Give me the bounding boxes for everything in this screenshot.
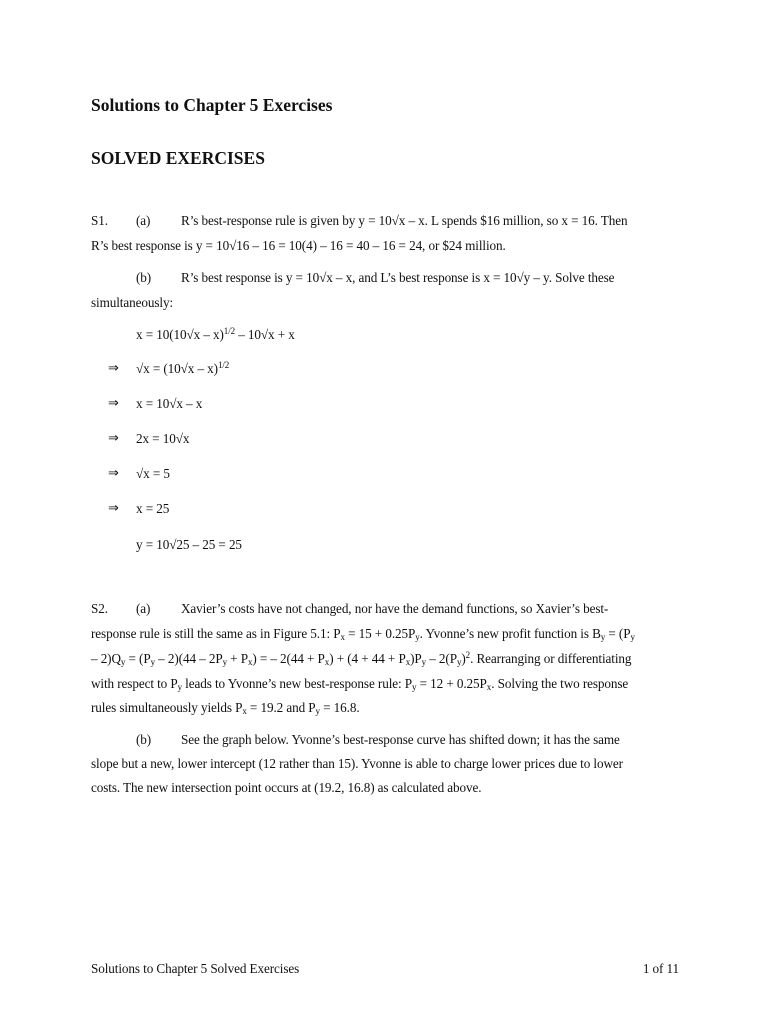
section-heading: SOLVED EXERCISES	[91, 148, 265, 168]
paragraph-line: response rule is still the same as in Figure 5.1: $P_x = 15 + 0.25P_y$. Yvonne’s new profit function is $B_y = (P_y$	[91, 626, 635, 642]
equation: y = 10√25 – 25 = 25	[136, 537, 242, 552]
paragraph-line: costs. The new intersection point occurs at (19.2, 16.8) as calculated above.	[91, 780, 482, 795]
paragraph-line: R’s best response is y = 10√16 – 16 = 10(4) – 16 = 40 – 16 = 24, or $24 million.	[91, 238, 506, 253]
page-title: Solutions to Chapter 5 Exercises	[91, 95, 333, 115]
equation: x = 10√x – x	[136, 396, 203, 411]
footer-text: Solutions to Chapter 5 Solved Exercises	[91, 961, 300, 976]
implies-symbol: ⇒	[108, 361, 119, 376]
paragraph-line: with respect to $P_y$ leads to Yvonne’s new best-response rule: $P_y = 12 + 0.25P_x$. Solving the two response	[91, 676, 629, 692]
implies-symbol: ⇒	[108, 431, 119, 446]
part-label: (a)	[136, 213, 151, 228]
paragraph-line: rules simultaneously yields $P_x = 19.2$ and $P_y = 16.8$.	[91, 700, 360, 716]
equation: x = 25	[136, 501, 170, 516]
equation: √x = 5	[136, 466, 170, 481]
exercise-number: S2.	[91, 601, 108, 616]
paragraph-line: – $2)Q_y = (P_y - 2)(44 - 2P_y + P_x)$ = – $2(44 + P_x) + (4 + 44 + P_x)P_y - 2(P_y)^2$. Rearranging or differentiating	[91, 650, 632, 667]
equation: √x = (10√x – x)$^{1/2}$	[136, 360, 230, 376]
implies-symbol: ⇒	[108, 396, 119, 411]
paragraph-line: R’s best response is y = 10√x – x, and L’s best response is x = 10√y – y. Solve these	[181, 270, 615, 285]
paragraph-line: Xavier’s costs have not changed, nor have the demand functions, so Xavier’s best-	[181, 601, 609, 616]
paragraph-line: See the graph below. Yvonne’s best-response curve has shifted down; it has the same	[181, 732, 620, 747]
implies-symbol: ⇒	[108, 466, 119, 481]
equation: x = 10(10√x – x)$^{1/2}$ – 10√x + x	[136, 326, 295, 342]
implies-symbol: ⇒	[108, 501, 119, 516]
part-label: (a)	[136, 601, 151, 616]
paragraph-line: R’s best-response rule is given by y = 10√x – x. L spends $16 million, so x = 16. Then	[181, 213, 628, 228]
paragraph-line: slope but a new, lower intercept (12 rather than 15). Yvonne is able to charge lower prices due to lower	[91, 756, 623, 771]
part-label: (b)	[136, 732, 152, 747]
part-label: (b)	[136, 270, 152, 285]
page-number: 1 of 11	[642, 961, 679, 976]
exercise-number: S1.	[91, 213, 108, 228]
equation: 2x = 10√x	[136, 431, 190, 446]
paragraph-line: simultaneously:	[91, 295, 174, 310]
